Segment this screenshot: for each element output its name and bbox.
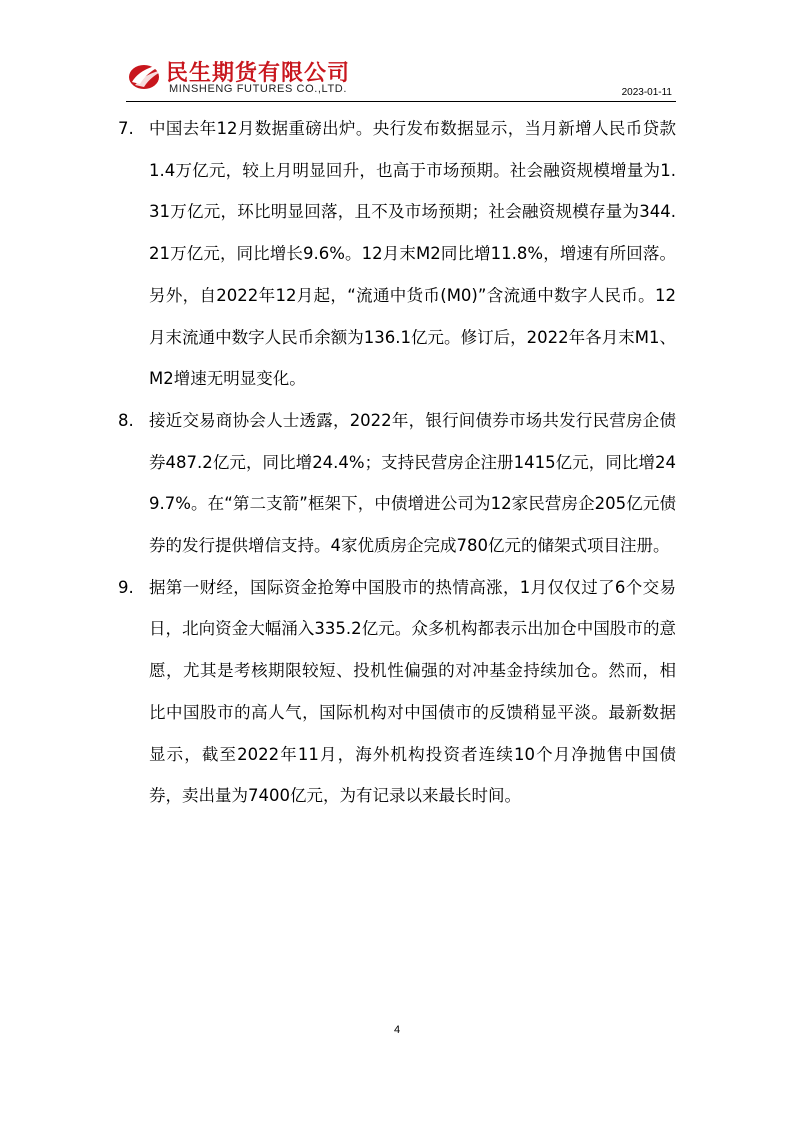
item-text: 中国去年12月数据重磅出炉。央行发布数据显示，当月新增人民币贷款1.4万亿元，较上月明显回升，也高于市场预期。社会融资规模增量为1.31万亿元，环比明显回落，且不及市场预期；社会融资规模存量为344.21万亿元，同比增长9.6%。12月末M2同比增11.8%，增速有所回落。另外，自2022年12月起，“流通中货币(M0)”含流通中数字人民币。12月末流通中数字人民币余额为136.1亿元。修订后，2022年各月末M1、M2增速无明显变化。	[149, 119, 676, 389]
report-date: 2023-01-11	[621, 87, 672, 98]
minsheng-logo-icon	[126, 58, 168, 92]
page-number: 4	[393, 1024, 401, 1036]
item-text: 据第一财经，国际资金抢筹中国股市的热情高涨，1月仅仅过了6个交易日，北向资金大幅涌入335.2亿元。众多机构都表示出加仓中国股市的意愿，尤其是考核期限较短、投机性偏强的对冲基金持续加仓。然而，相比中国股市的高人气，国际机构对中国债市的反馈稍显平淡。最新数据显示，截至2022年11月，海外机构投资者连续10个月净抛售中国债券，卖出量为7400亿元，为有记录以来最长时间。	[149, 577, 676, 806]
company-name-en: MINSHENG FUTURES CO.,LTD.	[169, 83, 347, 95]
page-header	[126, 56, 676, 104]
item-number: 7.	[118, 119, 134, 138]
item-text: 接近交易商协会人士透露，2022年，银行间债券市场共发行民营房企债券487.2亿元，同比增24.4%；支持民营房企注册1415亿元，同比增249.7%。在“第二支箭”框架下，中债增进公司为12家民营房企205亿元债券的发行提供增信支持。4家优质房企完成780亿元的储架式项目注册。	[149, 410, 676, 556]
list-item	[118, 567, 678, 817]
news-list	[118, 108, 678, 817]
list-item	[118, 400, 678, 567]
item-number: 9.	[118, 577, 134, 597]
company-name-cn: 民生期货有限公司	[166, 61, 351, 86]
list-item	[118, 108, 678, 400]
header-divider	[126, 101, 676, 102]
item-number: 8.	[118, 410, 134, 430]
